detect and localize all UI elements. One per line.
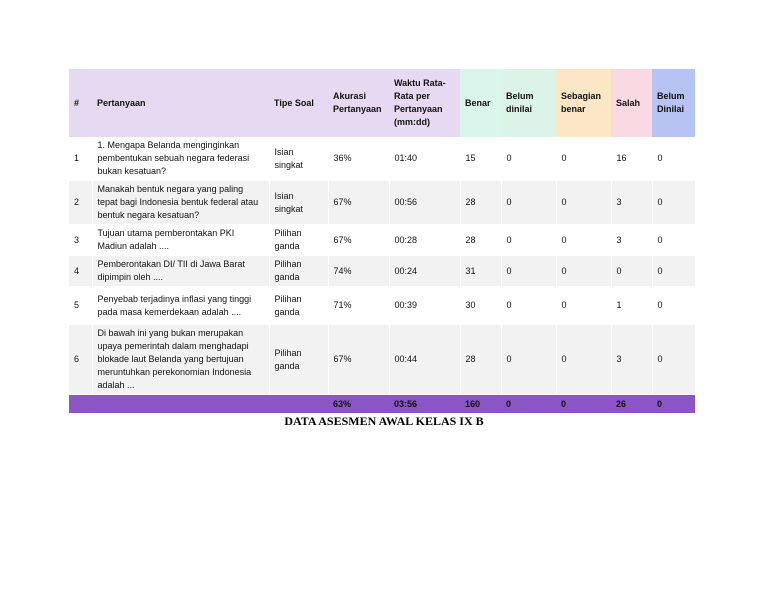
- header-partial: Sebagian benar: [556, 69, 611, 137]
- totals-no: [69, 395, 92, 414]
- header-no: #: [69, 69, 92, 137]
- row-correct: 31: [460, 256, 501, 287]
- row-type: Pilihan ganda: [269, 225, 328, 256]
- row-accuracy: 67%: [328, 181, 389, 225]
- row-not-graded-2: 0: [652, 225, 695, 256]
- header-not-graded-2: Belum Dinilai: [652, 69, 695, 137]
- page-caption: DATA ASESMEN AWAL KELAS IX B: [284, 414, 484, 428]
- row-question: Manakah bentuk negara yang paling tepat bagi Indonesia bentuk federal atau bentuk negara kesatuan?: [92, 181, 269, 225]
- header-row: [69, 69, 695, 137]
- table-row: [69, 325, 695, 395]
- header-wrong: Salah: [611, 69, 652, 137]
- row-time: 00:28: [389, 225, 460, 256]
- row-accuracy: 36%: [328, 137, 389, 181]
- row-time: 00:56: [389, 181, 460, 225]
- totals-correct: 160: [460, 395, 501, 414]
- row-not-graded: 0: [501, 256, 556, 287]
- row-correct: 28: [460, 181, 501, 225]
- row-not-graded: 0: [501, 325, 556, 395]
- table-row: [69, 225, 695, 256]
- row-type: Isian singkat: [269, 137, 328, 181]
- row-type: Pilihan ganda: [269, 325, 328, 395]
- row-wrong: 3: [611, 181, 652, 225]
- row-no: 5: [69, 287, 92, 325]
- row-wrong: 1: [611, 287, 652, 325]
- row-no: 2: [69, 181, 92, 225]
- row-not-graded-2: 0: [652, 181, 695, 225]
- table-row: [69, 181, 695, 225]
- row-not-graded-2: 0: [652, 137, 695, 181]
- row-wrong: 3: [611, 325, 652, 395]
- row-time: 00:24: [389, 256, 460, 287]
- row-accuracy: 67%: [328, 325, 389, 395]
- row-no: 4: [69, 256, 92, 287]
- row-correct: 15: [460, 137, 501, 181]
- totals-not-graded-2: 0: [652, 395, 695, 414]
- totals-type: [269, 395, 328, 414]
- totals-wrong: 26: [611, 395, 652, 414]
- row-accuracy: 67%: [328, 225, 389, 256]
- row-question: Tujuan utama pemberontakan PKI Madiun adalah ....: [92, 225, 269, 256]
- table-row: [69, 137, 695, 181]
- row-not-graded-2: 0: [652, 256, 695, 287]
- row-not-graded: 0: [501, 181, 556, 225]
- row-partial: 0: [556, 225, 611, 256]
- header-question: Pertanyaan: [92, 69, 269, 137]
- row-type: Pilihan ganda: [269, 287, 328, 325]
- row-type: Isian singkat: [269, 181, 328, 225]
- row-wrong: 0: [611, 256, 652, 287]
- row-partial: 0: [556, 137, 611, 181]
- header-type: Tipe Soal: [269, 69, 328, 137]
- header-correct: Benar: [460, 69, 501, 137]
- row-no: 6: [69, 325, 92, 395]
- row-question: Penyebab terjadinya inflasi yang tinggi pada masa kemerdekaan adalah ....: [92, 287, 269, 325]
- row-not-graded: 0: [501, 225, 556, 256]
- row-partial: 0: [556, 287, 611, 325]
- totals-time: 03:56: [389, 395, 460, 414]
- row-accuracy: 71%: [328, 287, 389, 325]
- row-accuracy: 74%: [328, 256, 389, 287]
- totals-question: [92, 395, 269, 414]
- row-time: 00:39: [389, 287, 460, 325]
- row-wrong: 3: [611, 225, 652, 256]
- totals-not-graded: 0: [501, 395, 556, 414]
- row-no: 1: [69, 137, 92, 181]
- table-row: [69, 287, 695, 325]
- header-time: Waktu Rata-Rata per Pertanyaan (mm:dd): [389, 69, 460, 137]
- row-question: 1. Mengapa Belanda menginginkan pembentukan sebuah negara federasi bukan kesatuan?: [92, 137, 269, 181]
- row-time: 01:40: [389, 137, 460, 181]
- row-question: Pemberontakan DI/ TII di Jawa Barat dipimpin oleh ....: [92, 256, 269, 287]
- row-not-graded-2: 0: [652, 287, 695, 325]
- header-not-graded: Belum dinilai: [501, 69, 556, 137]
- totals-accuracy: 63%: [328, 395, 389, 414]
- totals-partial: 0: [556, 395, 611, 414]
- row-not-graded-2: 0: [652, 325, 695, 395]
- assessment-table: [69, 69, 695, 413]
- row-type: Pilihan ganda: [269, 256, 328, 287]
- row-correct: 28: [460, 225, 501, 256]
- row-partial: 0: [556, 256, 611, 287]
- row-wrong: 16: [611, 137, 652, 181]
- row-correct: 28: [460, 325, 501, 395]
- header-accuracy: Akurasi Pertanyaan: [328, 69, 389, 137]
- row-time: 00:44: [389, 325, 460, 395]
- row-partial: 0: [556, 325, 611, 395]
- row-no: 3: [69, 225, 92, 256]
- row-partial: 0: [556, 181, 611, 225]
- row-not-graded: 0: [501, 287, 556, 325]
- totals-row: [69, 395, 695, 414]
- table-row: [69, 256, 695, 287]
- row-question: Di bawah ini yang bukan merupakan upaya pemerintah dalam menghadapi blokade laut Belanda yang bertujuan meruntuhkan perekonomian Indonesia adalah ...: [92, 325, 269, 395]
- row-correct: 30: [460, 287, 501, 325]
- row-not-graded: 0: [501, 137, 556, 181]
